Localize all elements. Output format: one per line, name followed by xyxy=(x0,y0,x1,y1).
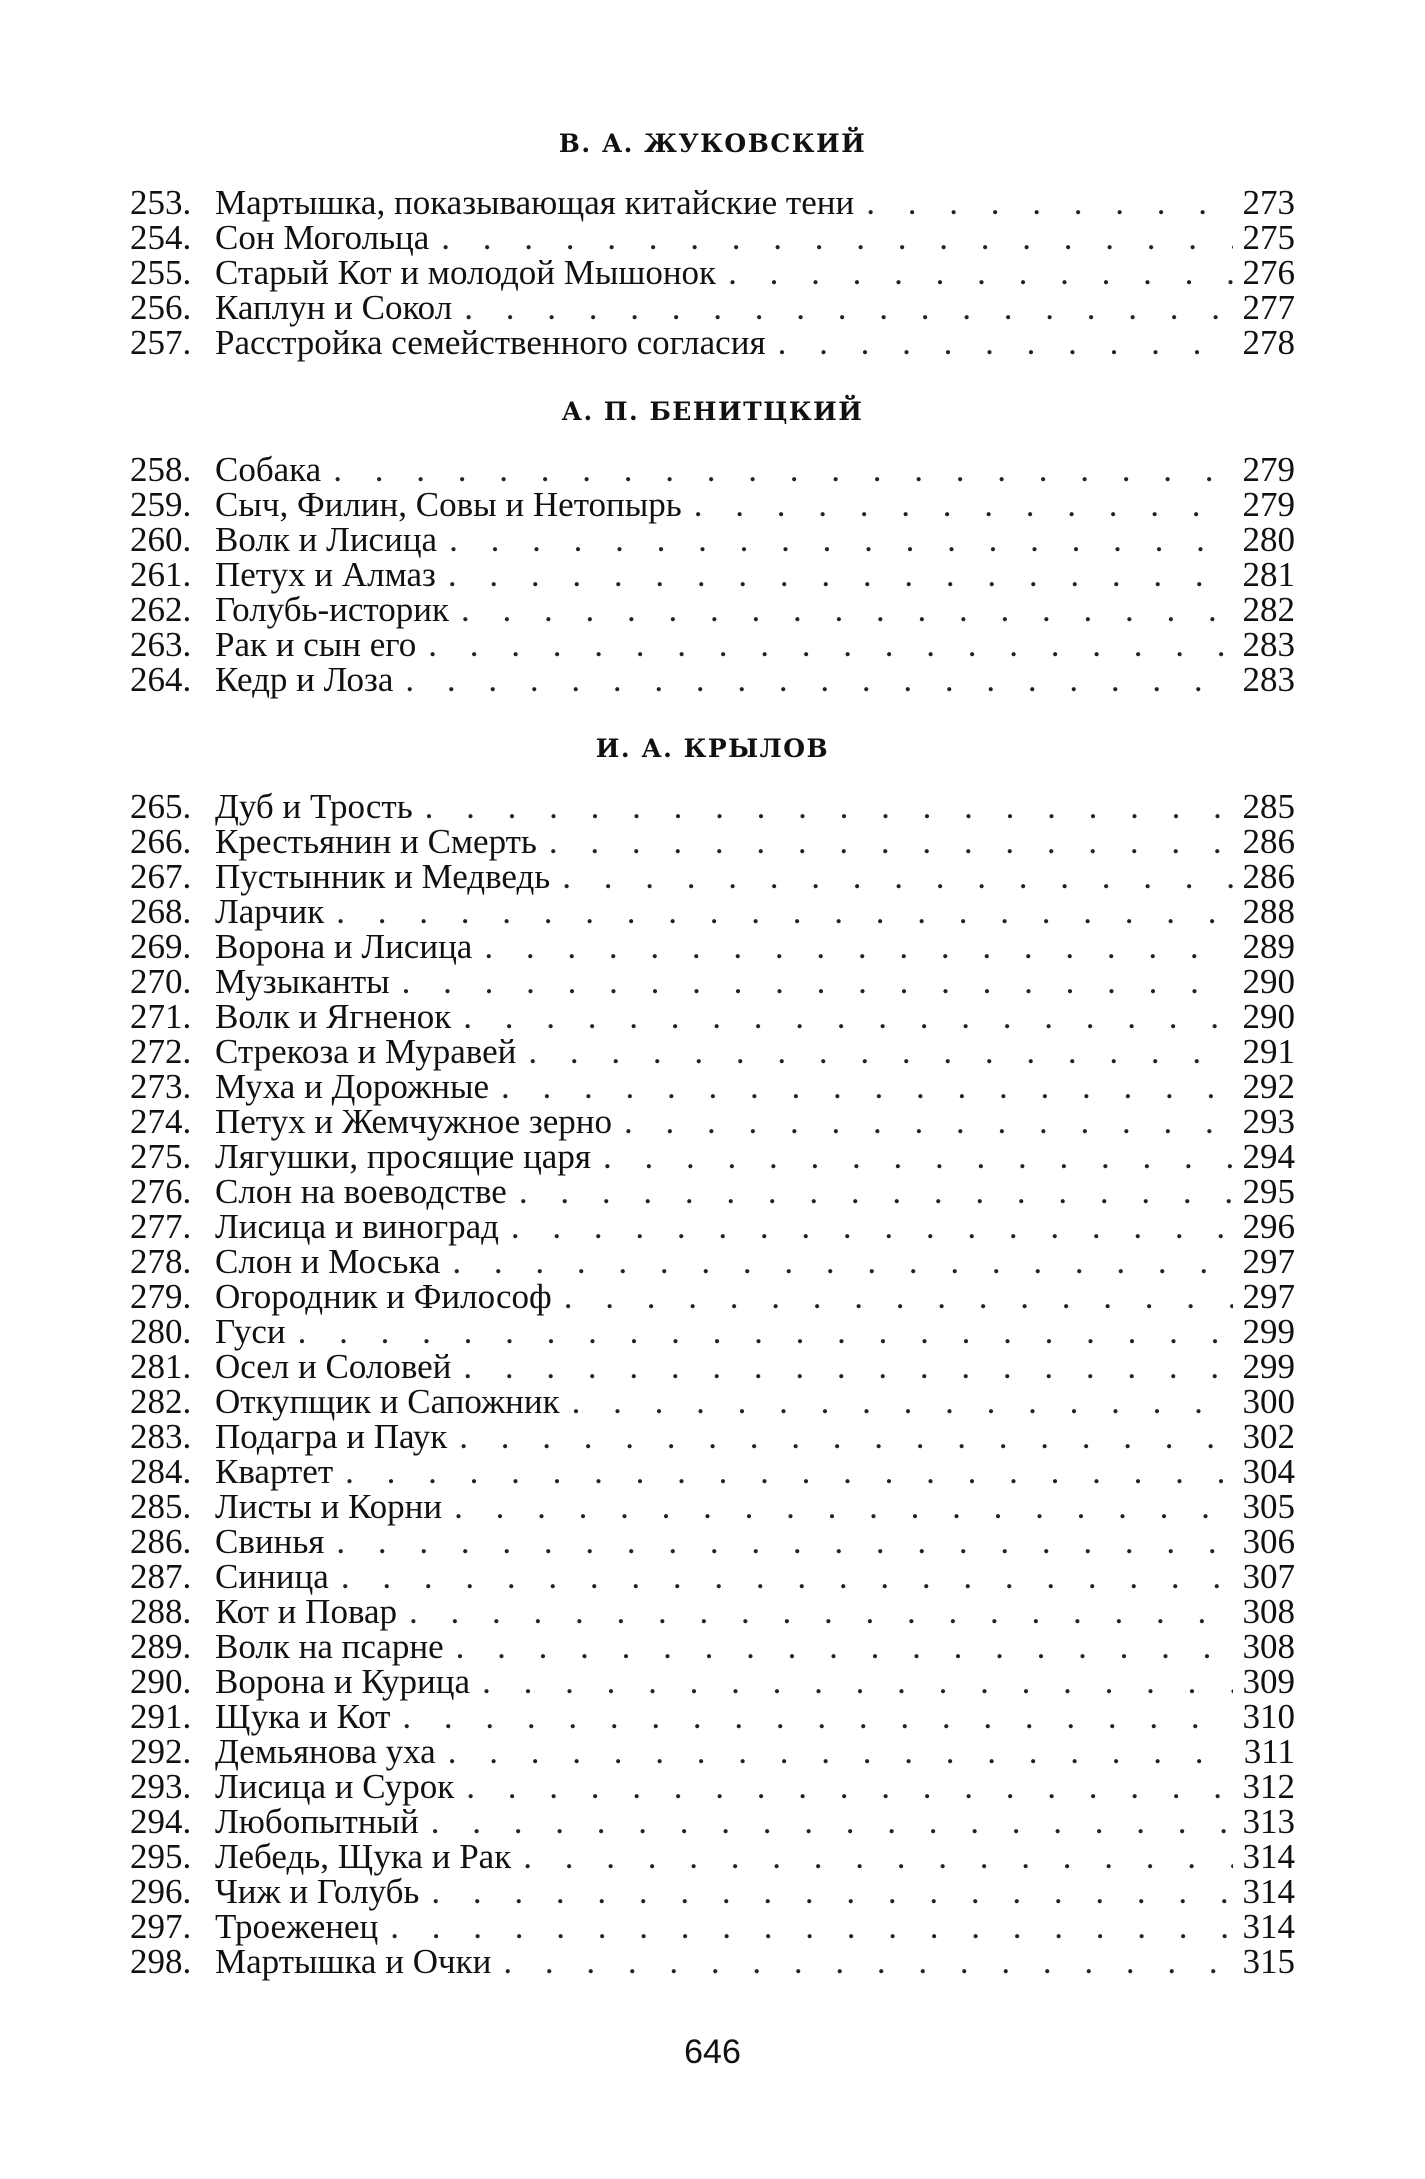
entry-page: 299 xyxy=(1242,1312,1295,1351)
entry-title: Лисица и виноград xyxy=(215,1207,499,1246)
entry-page: 295 xyxy=(1242,1172,1295,1211)
entry-number: 270. xyxy=(130,962,192,1001)
entry-title: Слон на воеводстве xyxy=(215,1172,507,1211)
entry-page: 278 xyxy=(1242,323,1295,362)
toc-entry xyxy=(130,1244,1295,1280)
section-heading: А. П. БЕНИТЦКИЙ xyxy=(561,397,864,426)
toc-entry xyxy=(130,824,1295,860)
entry-page: 314 xyxy=(1242,1907,1295,1946)
dot-leader xyxy=(866,185,1233,221)
entry-title: Любопытный xyxy=(215,1802,419,1841)
entry-title: Мартышка, показывающая китайские тени xyxy=(215,183,855,222)
entry-page: 288 xyxy=(1242,892,1295,931)
entry-number: 266. xyxy=(130,822,192,861)
entry-title: Чиж и Голубь xyxy=(215,1872,420,1911)
dot-leader xyxy=(523,1839,1233,1875)
entry-page: 300 xyxy=(1242,1382,1295,1421)
toc-entry xyxy=(130,1909,1295,1945)
entry-page: 302 xyxy=(1242,1417,1295,1456)
toc-entry xyxy=(130,1384,1295,1420)
entry-number: 285. xyxy=(130,1487,192,1526)
entry-title: Троеженец xyxy=(215,1907,379,1946)
entry-page: 289 xyxy=(1242,927,1295,966)
dot-leader xyxy=(402,964,1233,1000)
entry-page: 283 xyxy=(1242,625,1295,664)
dot-leader xyxy=(431,1874,1233,1910)
entry-page: 292 xyxy=(1242,1067,1295,1106)
entry-number: 280. xyxy=(130,1312,192,1351)
dot-leader xyxy=(463,1349,1233,1385)
entry-number: 284. xyxy=(130,1452,192,1491)
entry-title: Собака xyxy=(215,450,322,489)
entry-title: Гуси xyxy=(215,1312,286,1351)
dot-leader xyxy=(694,487,1233,523)
entry-number: 263. xyxy=(130,625,192,664)
section-heading: В. А. ЖУКОВСКИЙ xyxy=(558,129,867,158)
toc-entry xyxy=(130,929,1295,965)
dot-leader xyxy=(511,1209,1233,1245)
entry-title: Свинья xyxy=(215,1522,325,1561)
entry-title: Волк и Ягненок xyxy=(215,997,452,1036)
toc-entry xyxy=(130,1314,1295,1350)
toc-entry xyxy=(130,1174,1295,1210)
dot-leader xyxy=(298,1314,1233,1350)
dot-leader xyxy=(341,1559,1233,1595)
dot-leader xyxy=(463,999,1233,1035)
entry-number: 257. xyxy=(130,323,192,362)
toc-entry xyxy=(130,1139,1295,1175)
toc-entry xyxy=(130,1524,1295,1560)
dot-leader xyxy=(562,859,1233,895)
entry-number: 272. xyxy=(130,1032,192,1071)
dot-leader xyxy=(464,290,1233,326)
entry-page: 314 xyxy=(1242,1837,1295,1876)
dot-leader xyxy=(572,1384,1233,1420)
dot-leader xyxy=(336,894,1233,930)
toc-entry xyxy=(130,1104,1295,1140)
toc-entry xyxy=(130,627,1295,663)
toc-entry xyxy=(130,1419,1295,1455)
entry-number: 268. xyxy=(130,892,192,931)
dot-leader xyxy=(728,255,1233,291)
entry-page: 305 xyxy=(1242,1487,1295,1526)
entry-page: 310 xyxy=(1242,1697,1295,1736)
entry-number: 283. xyxy=(130,1417,192,1456)
entry-number: 274. xyxy=(130,1102,192,1141)
entry-number: 276. xyxy=(130,1172,192,1211)
entry-title: Дуб и Трость xyxy=(215,787,413,826)
entry-number: 294. xyxy=(130,1802,192,1841)
dot-leader xyxy=(449,522,1233,558)
section-heading: И. А. КРЫЛОВ xyxy=(595,734,830,763)
entry-title: Крестьянин и Смерть xyxy=(215,822,537,861)
dot-leader xyxy=(428,627,1233,663)
entry-title: Муха и Дорожные xyxy=(215,1067,490,1106)
entry-title: Рак и сын его xyxy=(215,625,417,664)
toc-entry xyxy=(130,894,1295,930)
entry-page: 294 xyxy=(1242,1137,1295,1176)
entry-page: 308 xyxy=(1242,1592,1295,1631)
toc-entry xyxy=(130,1874,1295,1910)
entry-title: Расстройка семейственного согласия xyxy=(215,323,766,362)
entry-page: 275 xyxy=(1242,218,1295,257)
entry-number: 282. xyxy=(130,1382,192,1421)
entry-number: 292. xyxy=(130,1732,192,1771)
entry-title: Синица xyxy=(215,1557,329,1596)
dot-leader xyxy=(336,1524,1233,1560)
entry-page: 281 xyxy=(1242,555,1295,594)
entry-title: Ворона и Лисица xyxy=(215,927,473,966)
dot-leader xyxy=(448,1734,1233,1770)
entry-page: 286 xyxy=(1242,822,1295,861)
toc-entry xyxy=(130,964,1295,1000)
dot-leader xyxy=(402,1699,1233,1735)
entry-title: Листы и Корни xyxy=(215,1487,443,1526)
toc-entry xyxy=(130,220,1295,256)
entry-title: Лебедь, Щука и Рак xyxy=(215,1837,512,1876)
toc-entry xyxy=(130,1629,1295,1665)
entry-title: Щука и Кот xyxy=(215,1697,391,1736)
dot-leader xyxy=(452,1244,1233,1280)
entry-number: 258. xyxy=(130,450,192,489)
dot-leader xyxy=(624,1104,1233,1140)
entry-number: 273. xyxy=(130,1067,192,1106)
toc-entry xyxy=(130,1804,1295,1840)
entry-number: 293. xyxy=(130,1767,192,1806)
entry-title: Кот и Повар xyxy=(215,1592,398,1631)
dot-leader xyxy=(466,1769,1233,1805)
entry-number: 295. xyxy=(130,1837,192,1876)
toc-entry xyxy=(130,522,1295,558)
entry-title: Ларчик xyxy=(215,892,325,931)
entry-title: Петух и Жемчужное зерно xyxy=(215,1102,612,1141)
entry-title: Слон и Моська xyxy=(215,1242,441,1281)
entry-page: 314 xyxy=(1242,1872,1295,1911)
toc-entry xyxy=(130,1209,1295,1245)
page-number: 646 xyxy=(684,2033,741,2071)
toc-entry xyxy=(130,592,1295,628)
entry-number: 265. xyxy=(130,787,192,826)
entry-number: 289. xyxy=(130,1627,192,1666)
dot-leader xyxy=(431,1804,1233,1840)
dot-leader xyxy=(484,929,1233,965)
entry-number: 277. xyxy=(130,1207,192,1246)
entry-page: 296 xyxy=(1242,1207,1295,1246)
dot-leader xyxy=(454,1489,1233,1525)
toc-entry xyxy=(130,1349,1295,1385)
entry-title: Квартет xyxy=(215,1452,334,1491)
dot-leader xyxy=(448,557,1233,593)
entry-page: 315 xyxy=(1242,1942,1295,1981)
entry-page: 309 xyxy=(1242,1662,1295,1701)
entry-page: 280 xyxy=(1242,520,1295,559)
entry-page: 304 xyxy=(1242,1452,1295,1491)
entry-number: 298. xyxy=(130,1942,192,1981)
toc-entry xyxy=(130,1734,1295,1770)
toc-entry xyxy=(130,1769,1295,1805)
dot-leader xyxy=(333,452,1233,488)
toc-entry xyxy=(130,452,1295,488)
entry-title: Стрекоза и Муравей xyxy=(215,1032,517,1071)
toc-entry xyxy=(130,1279,1295,1315)
entry-title: Музыканты xyxy=(215,962,390,1001)
entry-title: Мартышка и Очки xyxy=(215,1942,492,1981)
entry-title: Кедр и Лоза xyxy=(215,660,394,699)
entry-number: 286. xyxy=(130,1522,192,1561)
toc-entry xyxy=(130,1069,1295,1105)
dot-leader xyxy=(441,220,1233,256)
toc-entry xyxy=(130,290,1295,326)
dot-leader xyxy=(482,1664,1233,1700)
toc-entry xyxy=(130,1559,1295,1595)
dot-leader xyxy=(409,1594,1233,1630)
toc-entry xyxy=(130,185,1295,221)
toc-entry xyxy=(130,557,1295,593)
entry-number: 278. xyxy=(130,1242,192,1281)
entry-page: 279 xyxy=(1242,485,1295,524)
entry-title: Демьянова уха xyxy=(215,1732,436,1771)
entry-page: 297 xyxy=(1242,1242,1295,1281)
dot-leader xyxy=(519,1174,1233,1210)
toc-entry xyxy=(130,662,1295,698)
entry-page: 299 xyxy=(1242,1347,1295,1386)
entry-number: 264. xyxy=(130,660,192,699)
entry-page: 311 xyxy=(1243,1732,1295,1771)
entry-page: 293 xyxy=(1242,1102,1295,1141)
entry-number: 267. xyxy=(130,857,192,896)
toc-entry xyxy=(130,1944,1295,1980)
entry-number: 261. xyxy=(130,555,192,594)
entry-number: 260. xyxy=(130,520,192,559)
entry-title: Пустынник и Медведь xyxy=(215,857,551,896)
entry-page: 307 xyxy=(1242,1557,1295,1596)
entry-title: Петух и Алмаз xyxy=(215,555,436,594)
entry-title: Лягушки, просящие царя xyxy=(215,1137,591,1176)
entry-page: 290 xyxy=(1242,962,1295,1001)
dot-leader xyxy=(528,1034,1233,1070)
toc-entry xyxy=(130,487,1295,523)
entry-number: 255. xyxy=(130,253,192,292)
toc-entry xyxy=(130,1839,1295,1875)
dot-leader xyxy=(503,1944,1233,1980)
dot-leader xyxy=(456,1629,1233,1665)
entry-number: 287. xyxy=(130,1557,192,1596)
entry-page: 308 xyxy=(1242,1627,1295,1666)
dot-leader xyxy=(425,789,1233,825)
entry-page: 306 xyxy=(1242,1522,1295,1561)
entry-number: 291. xyxy=(130,1697,192,1736)
dot-leader xyxy=(564,1279,1233,1315)
toc-entry xyxy=(130,255,1295,291)
entry-number: 269. xyxy=(130,927,192,966)
dot-leader xyxy=(778,325,1233,361)
toc-entry xyxy=(130,1664,1295,1700)
dot-leader xyxy=(390,1909,1233,1945)
entry-number: 296. xyxy=(130,1872,192,1911)
entry-title: Подагра и Паук xyxy=(215,1417,448,1456)
entry-title: Каплун и Сокол xyxy=(215,288,453,327)
entry-title: Голубь-историк xyxy=(215,590,449,629)
entry-number: 259. xyxy=(130,485,192,524)
dot-leader xyxy=(461,592,1233,628)
entry-number: 253. xyxy=(130,183,192,222)
dot-leader xyxy=(459,1419,1233,1455)
entry-page: 277 xyxy=(1242,288,1295,327)
entry-page: 286 xyxy=(1242,857,1295,896)
toc-entry xyxy=(130,1594,1295,1630)
entry-page: 282 xyxy=(1242,590,1295,629)
entry-page: 291 xyxy=(1242,1032,1295,1071)
entry-page: 279 xyxy=(1242,450,1295,489)
entry-number: 288. xyxy=(130,1592,192,1631)
entry-number: 297. xyxy=(130,1907,192,1946)
dot-leader xyxy=(603,1139,1233,1175)
entry-number: 281. xyxy=(130,1347,192,1386)
entry-number: 279. xyxy=(130,1277,192,1316)
dot-leader xyxy=(345,1454,1233,1490)
entry-page: 276 xyxy=(1242,253,1295,292)
entry-title: Лисица и Сурок xyxy=(215,1767,455,1806)
entry-number: 254. xyxy=(130,218,192,257)
entry-number: 256. xyxy=(130,288,192,327)
entry-page: 285 xyxy=(1242,787,1295,826)
entry-title: Сыч, Филин, Совы и Нетопырь xyxy=(215,485,682,524)
dot-leader xyxy=(501,1069,1233,1105)
entry-page: 297 xyxy=(1242,1277,1295,1316)
entry-page: 273 xyxy=(1242,183,1295,222)
entry-page: 312 xyxy=(1242,1767,1295,1806)
entry-title: Откупщик и Сапожник xyxy=(215,1382,560,1421)
toc-entry xyxy=(130,1489,1295,1525)
entry-title: Волк и Лисица xyxy=(215,520,438,559)
entry-page: 290 xyxy=(1242,997,1295,1036)
entry-number: 262. xyxy=(130,590,192,629)
entry-title: Огородник и Философ xyxy=(215,1277,552,1316)
entry-page: 283 xyxy=(1242,660,1295,699)
entry-title: Волк на псарне xyxy=(215,1627,444,1666)
entry-number: 271. xyxy=(130,997,192,1036)
entry-title: Старый Кот и молодой Мышонок xyxy=(215,253,717,292)
toc-entry xyxy=(130,325,1295,361)
dot-leader xyxy=(405,662,1233,698)
entry-title: Сон Могольца xyxy=(215,218,430,257)
toc-entry xyxy=(130,1454,1295,1490)
toc-entry xyxy=(130,1034,1295,1070)
toc-entry xyxy=(130,999,1295,1035)
entry-title: Осел и Соловей xyxy=(215,1347,452,1386)
entry-page: 313 xyxy=(1242,1802,1295,1841)
toc-entry xyxy=(130,1699,1295,1735)
toc-entry xyxy=(130,859,1295,895)
entry-title: Ворона и Курица xyxy=(215,1662,471,1701)
entry-number: 275. xyxy=(130,1137,192,1176)
dot-leader xyxy=(549,824,1233,860)
entry-number: 290. xyxy=(130,1662,192,1701)
toc-entry xyxy=(130,789,1295,825)
